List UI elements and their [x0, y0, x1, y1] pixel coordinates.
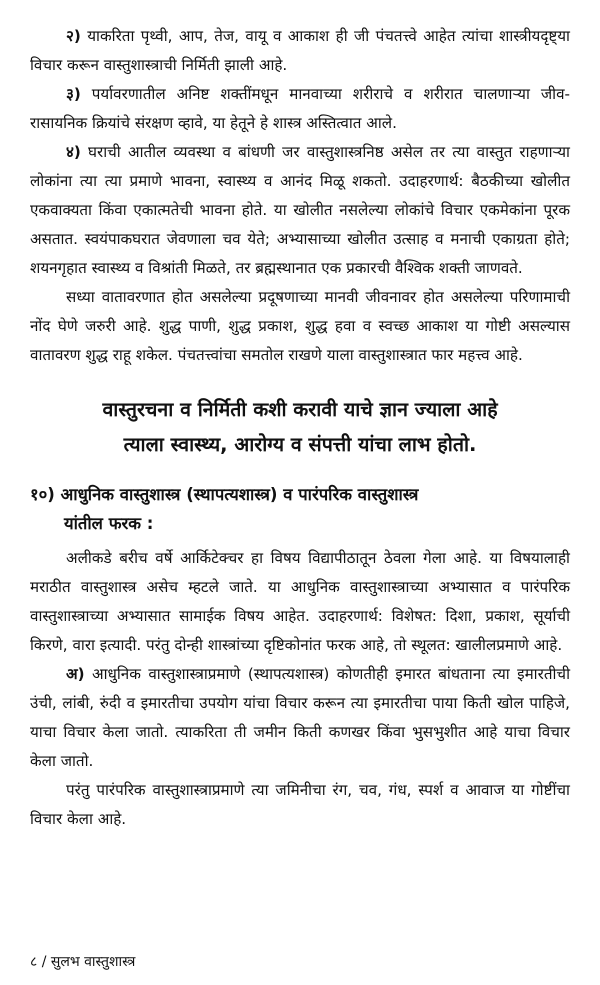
paragraph-point-2	[30, 22, 570, 80]
point-number: २)	[66, 27, 81, 45]
paragraph-point-a	[30, 660, 570, 776]
paragraph-text: आधुनिक वास्तुशास्त्राप्रमाणे (स्थापत्यशास्त्र) कोणतीही इमारत बांधताना त्या इमारतीची उंची, लांबी, रुंदी व इमारतीचा उपयोग यांचा विचार करून त्या इमारतीचा पाया किती खोल पाहिजे, याचा विचार केला जातो. त्याकरिता ती जमीन किती कणखर किंवा भुसभुशीत आहे याचा विचार केला जातो.	[30, 665, 570, 770]
paragraph-text: घराची आतील व्यवस्था व बांधणी जर वास्तुशास्त्रनिष्ठ असेल तर त्या वास्तुत राहणाऱ्या लोकांना त्या त्या प्रमाणे भावना, स्वास्थ्य व आनंद मिळू शकतो. उदाहरणार्थ: बैठकीच्या खोलीत एकवाक्यता किंवा एकात्मतेची भावना होते. या खोलीत नसलेल्या लोकांचे विचार एकमेकांना पूरक असतात. स्वयंपाकघरात जेवणाला चव येते; अभ्यासाच्या खोलीत उत्साह व मनाची एकाग्रता होते; शयनगृहात स्वास्थ्य व विश्रांती मिळते, तर ब्रह्मस्थानात एक प्रकारची वैश्विक शक्ती जाणवते.	[30, 143, 570, 277]
section-heading-line-1: १०) आधुनिक वास्तुशास्त्र (स्थापत्यशास्त्र) व पारंपरिक वास्तुशास्त्र	[30, 485, 419, 504]
section-heading	[30, 480, 570, 538]
paragraph-text: याकरिता पृथ्वी, आप, तेज, वायू व आकाश ही जी पंचतत्त्वे आहेत त्यांचा शास्त्रीयदृष्ट्या विचार करून वास्तुशास्त्राची निर्मिती झाली आहे.	[30, 27, 570, 74]
point-number: अ)	[66, 665, 85, 683]
paragraph-architecture: अलीकडे बरीच वर्षे आर्किटेक्चर हा विषय विद्यापीठातून ठेवला गेला आहे. या विषयालाही मराठीत वास्तुशास्त्र असेच म्हटले जाते. या आधुनिक वास्तुशास्त्राच्या अभ्यासात व पारंपरिक वास्तुशास्त्राच्या अभ्यासात सामाईक विषय आहेत. उदाहरणार्थ: विशेषत: दिशा, प्रकाश, सूर्याची किरणे, वारा इत्यादी. परंतु दोन्ही शास्त्रांच्या दृष्टिकोनांत फरक आहे, तो स्थूलत: खालीलप्रमाणे आहे.	[30, 549, 570, 654]
section-heading-line-2: यांतील फरक :	[64, 514, 154, 533]
quote-line-1: वास्तुरचना व निर्मिती कशी करावी याचे ज्ञान ज्याला आहे	[102, 398, 498, 421]
point-number: ३)	[66, 85, 81, 103]
highlight-quote	[30, 392, 570, 462]
paragraph-pollution: सध्या वातावरणात होत असलेल्या प्रदूषणाच्या मानवी जीवनावर होत असलेल्या परिणामाची नोंद घेणे जरुरी आहे. शुद्ध पाणी, शुद्ध प्रकाश, शुद्ध हवा व स्वच्छ आकाश या गोष्टी असल्यास वातावरण शुद्ध राहू शकेल. पंचतत्त्वांचा समतोल राखणे याला वास्तुशास्त्रात फार महत्त्व आहे.	[30, 288, 570, 364]
point-number: ४)	[66, 143, 81, 161]
paragraph-point-3	[30, 80, 570, 138]
paragraph-traditional: परंतु पारंपरिक वास्तुशास्त्राप्रमाणे त्या जमिनीचा रंग, चव, गंध, स्पर्श व आवाज या गोष्टींचा विचार केला आहे.	[30, 781, 570, 828]
paragraph-point-4	[30, 138, 570, 283]
paragraph-text: पर्यावरणातील अनिष्ट शक्तींमधून मानवाच्या शरीराचे व शरीरात चालणाऱ्या जीव-रासायनिक क्रियांचे संरक्षण व्हावे, या हेतूने हे शास्त्र अस्तित्वात आले.	[30, 85, 570, 132]
quote-line-2: त्याला स्वास्थ्य, आरोग्य व संपत्ती यांचा लाभ होतो.	[123, 433, 477, 456]
page-footer: ८ / सुलभ वास्तुशास्त्र	[30, 954, 136, 970]
